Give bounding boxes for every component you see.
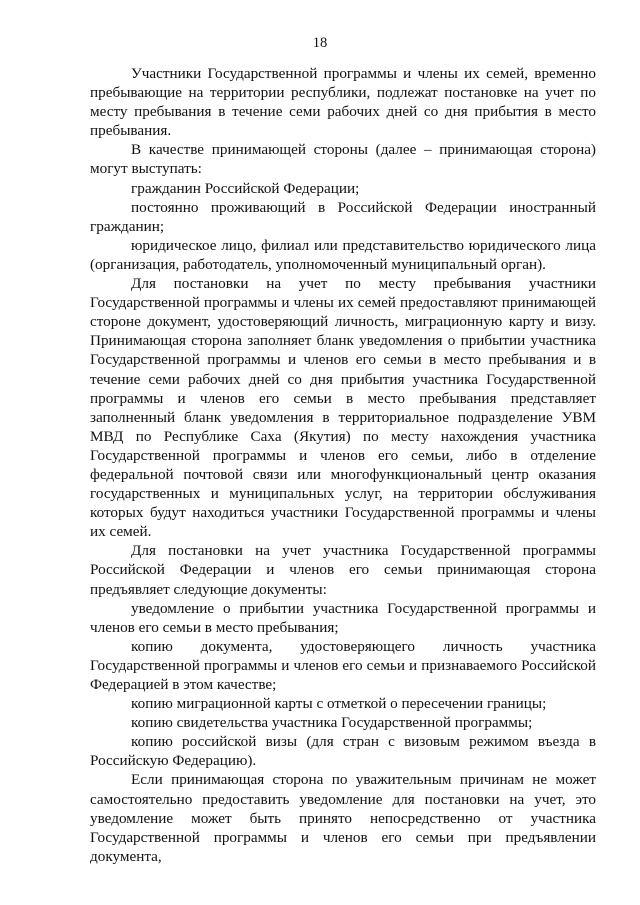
list-item-permanent-resident-foreigner: постоянно проживающий в Российской Федерации иностранный гражданин; <box>90 198 596 235</box>
paragraph-direct-notification-acceptance: Если принимающая сторона по уважительным причинам не может самостоятельно предоставить уведомление для постановки на учет, это уведомление может быть принято непосредственно от участника Государственной программы и членов его семьи при предъявлении документа, <box>90 771 596 865</box>
list-item-migration-card-copy: копию миграционной карты с отметкой о пересечении границы; <box>131 695 547 713</box>
paragraph-host-party-definition: В качестве принимающей стороны (далее – принимающая сторона) могут выступать: <box>90 141 596 178</box>
list-item-legal-entity: юридическое лицо, филиал или представительство юридического лица (организация, работодатель, уполномоченный муниципальный орган). <box>90 236 596 273</box>
list-item-participant-certificate-copy: копию свидетельства участника Государственной программы; <box>131 714 533 732</box>
page-number: 18 <box>312 35 328 51</box>
list-item-identity-document-copy: копию документа, удостоверяющего личность участника Государственной программы и членов его семьи и признаваемого Российской Федерацией в этом качестве; <box>90 637 596 693</box>
paragraph-required-documents-intro: Для постановки на учет участника Государственной программы Российской Федерации и членов его семьи принимающая сторона предъявляет следующие документы: <box>90 542 596 598</box>
list-item-russian-visa-copy: копию российской визы (для стран с визовым режимом въезда в Российскую Федерацию). <box>90 733 596 770</box>
document-body <box>90 64 596 866</box>
list-item-arrival-notification: уведомление о прибытии участника Государственной программы и членов его семьи в место пребывания; <box>90 599 596 636</box>
paragraph-registration-procedure: Для постановки на учет по месту пребывания участники Государственной программы и члены их семей предоставляют принимающей стороне документ, удостоверяющий личность, миграционную карту и визу. Принимающая сторона заполняет бланк уведомления о прибытии участника Государственной программы и членов его семьи в место пребывания и в течение семи рабочих дней со дня прибытия участника Государственной программы и членов его семьи в место пребывания представляет заполненный бланк уведомления в территориальное подразделение УВМ МВД по Республике Саха (Якутия) по месту нахождения участника Государственной программы и членов его семьи, либо в отделение федеральной почтовой связи или многофункциональный центр оказания государственных и муниципальных услуг, на территории обслуживания которых будут находиться участники Государственной программы и члены их семей. <box>90 275 596 541</box>
list-item-russian-citizen: гражданин Российской Федерации; <box>131 179 360 197</box>
paragraph-temporary-stay-registration: Участники Государственной программы и члены их семей, временно пребывающие на территории республики, подлежат постановке на учет по месту пребывания в течение семи рабочих дней со дня прибытия в место пребывания. <box>90 65 596 140</box>
